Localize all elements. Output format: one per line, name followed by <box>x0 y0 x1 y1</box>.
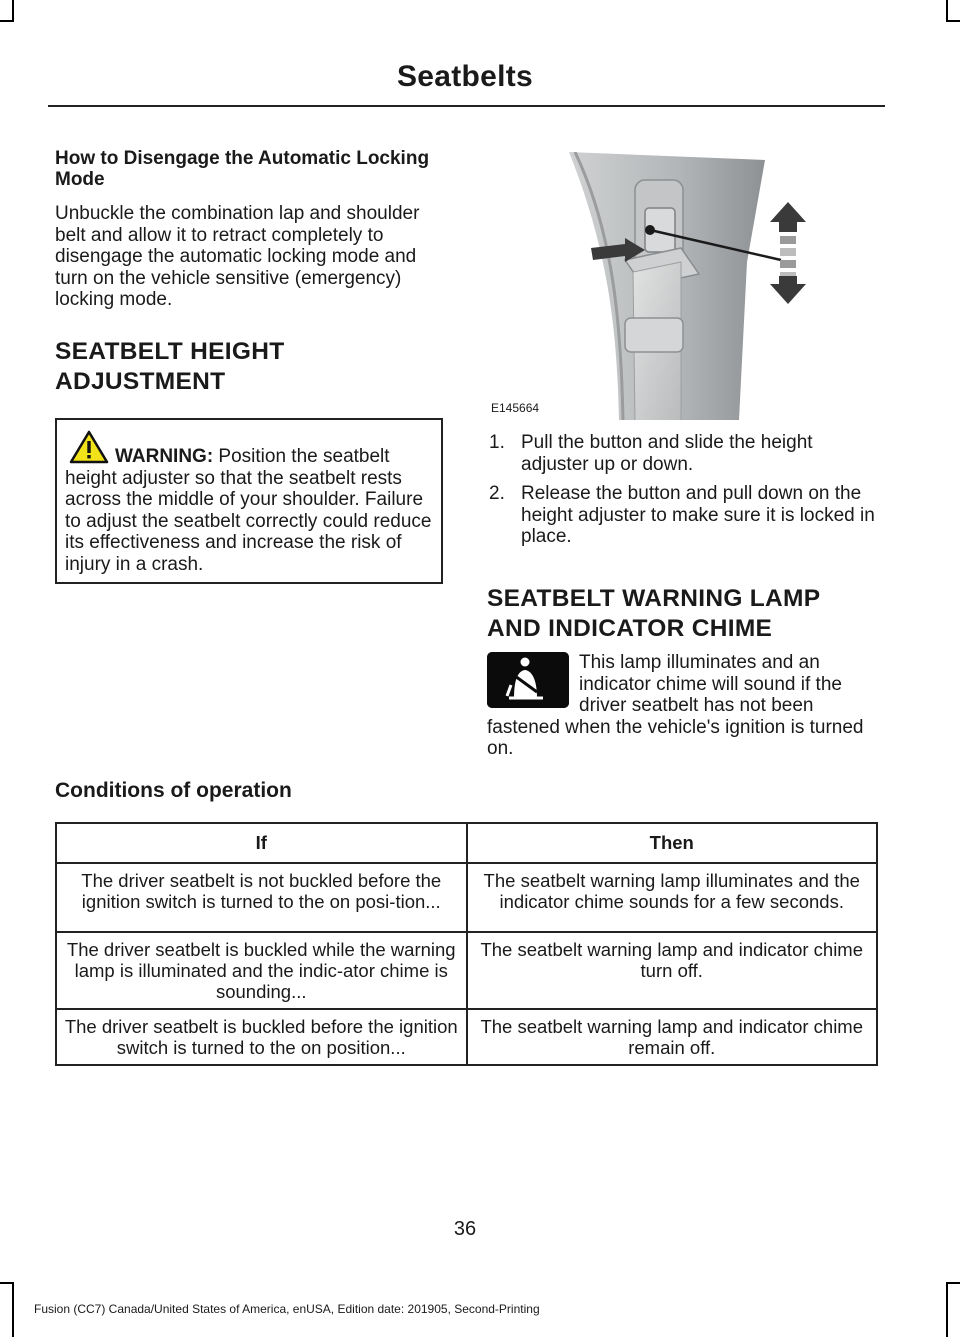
warning-text: Position the seatbelt height adjuster so that the seatbelt rests across the middle of your shoulder. Failure to adjust the seatbelt correctly could reduce its effectiveness and increase the risk of injury in a crash. <box>65 446 432 575</box>
warning-lamp-heading-line2: AND INDICATOR CHIME <box>487 614 773 642</box>
page-number: 36 <box>453 1218 477 1240</box>
step-number: 1. <box>489 432 505 453</box>
step-number: 2. <box>489 483 505 504</box>
column-header-then: Then <box>467 823 878 863</box>
left-column <box>55 148 445 397</box>
step-text: Release the button and pull down on the height adjuster to make sure it is locked in place. <box>521 483 875 547</box>
step-item <box>487 483 882 548</box>
crop-mark <box>946 1282 948 1337</box>
figure-code: E145664 <box>491 401 540 415</box>
conditions-table <box>55 822 878 1066</box>
table-header-row <box>56 823 877 863</box>
crop-mark <box>12 0 14 22</box>
automatic-locking-paragraph: Unbuckle the combination lap and shoulder belt and allow it to retract completely to disengage the automatic locking mode and turn on the vehicle sensitive (emergency) locking mode. <box>55 203 420 310</box>
then-cell: The seatbelt warning lamp and indicator chime turn off. <box>467 932 878 1009</box>
warning-lamp-heading-line1: SEATBELT WARNING LAMP <box>487 584 821 612</box>
page-title: Seatbelts <box>396 60 534 93</box>
if-cell: The driver seatbelt is not buckled before the ignition switch is turned to the on posi-tion... <box>56 863 467 932</box>
then-cell: The seatbelt warning lamp and indicator chime remain off. <box>467 1009 878 1065</box>
right-column <box>487 432 882 644</box>
warning-triangle-icon <box>69 430 109 464</box>
height-adjustment-heading-line2: ADJUSTMENT <box>55 367 226 395</box>
step-item <box>487 432 882 475</box>
if-cell: The driver seatbelt is buckled while the warning lamp is illuminated and the indic-ator chime is sounding... <box>56 932 467 1009</box>
crop-mark <box>12 1282 14 1337</box>
crop-mark <box>946 0 948 22</box>
table-row <box>56 1009 877 1065</box>
crop-mark <box>946 1282 960 1284</box>
automatic-locking-subheading: How to Disengage the Automatic Locking Mode <box>55 148 430 190</box>
seatbelt-warning-lamp-icon <box>487 652 569 708</box>
if-cell: The driver seatbelt is buckled before the ignition switch is turned to the on position... <box>56 1009 467 1065</box>
footer-edition-text: Fusion (CC7) Canada/United States of America, enUSA, Edition date: 201905, Second-Printing <box>34 1302 540 1316</box>
height-adjustment-heading-line1: SEATBELT HEIGHT <box>55 337 285 365</box>
seatbelt-height-adjuster-illustration <box>485 152 880 420</box>
then-cell: The seatbelt warning lamp illuminates and the indicator chime sounds for a few seconds. <box>467 863 878 932</box>
warning-label: WARNING: <box>115 446 214 467</box>
conditions-heading: Conditions of operation <box>55 779 292 802</box>
warning-lamp-text: This lamp illuminates and an indicator chime will sound if the driver seatbelt has not been fastened when the vehicle's ignition is turned on. <box>487 652 864 759</box>
column-header-if: If <box>56 823 467 863</box>
table-row <box>56 932 877 1009</box>
header-divider <box>48 105 885 107</box>
crop-mark <box>946 20 960 22</box>
table-row <box>56 863 877 932</box>
step-text: Pull the button and slide the height adjuster up or down. <box>521 432 813 475</box>
crop-mark <box>0 20 14 22</box>
crop-mark <box>0 1282 14 1284</box>
warning-box <box>55 418 443 584</box>
